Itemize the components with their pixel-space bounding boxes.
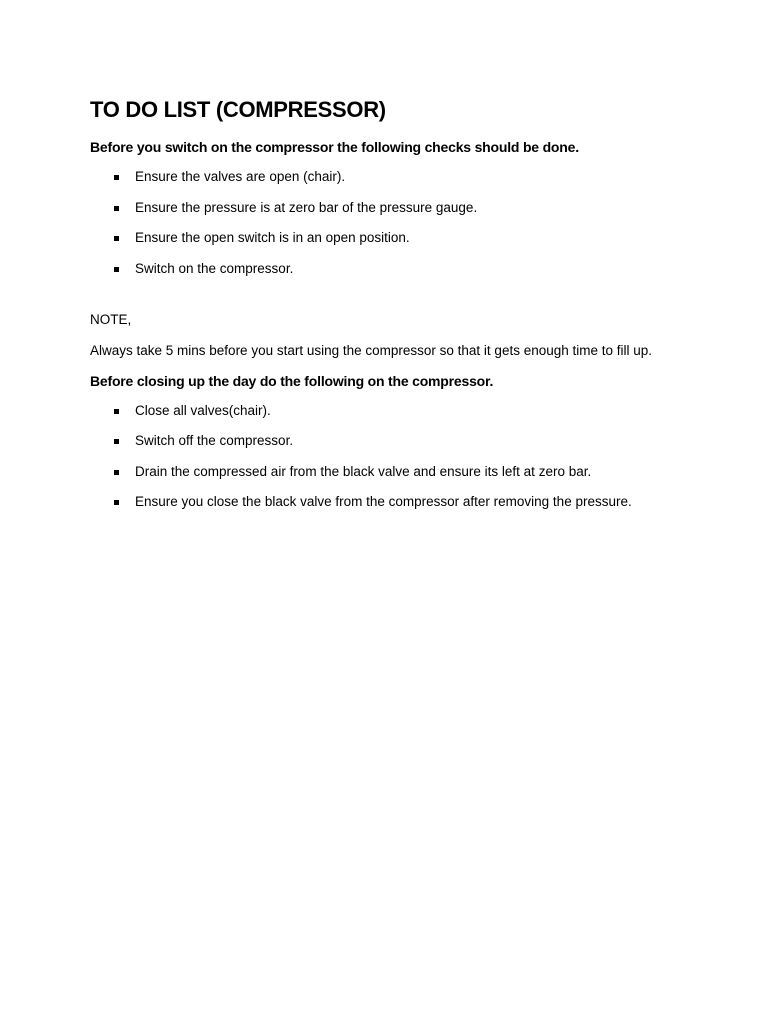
list-item	[90, 166, 710, 188]
square-bullet-icon	[114, 206, 119, 211]
list-item	[90, 258, 710, 280]
closing-checklist	[90, 400, 710, 514]
paragraph-spacer	[90, 288, 710, 309]
list-item	[90, 227, 710, 249]
document-title: TO DO LIST (COMPRESSOR)	[90, 97, 386, 122]
list-item-text: Close all valves(chair).	[135, 402, 271, 418]
square-bullet-icon	[114, 267, 119, 272]
list-item-text: Switch on the compressor.	[135, 260, 294, 276]
list-item-text: Ensure you close the black valve from the compressor after removing the pressure.	[135, 494, 632, 509]
list-item	[90, 430, 710, 452]
square-bullet-icon	[114, 236, 119, 241]
list-item	[90, 461, 710, 483]
section1-heading: Before you switch on the compressor the following checks should be done.	[90, 139, 579, 155]
square-bullet-icon	[114, 470, 119, 475]
list-item	[90, 400, 710, 422]
square-bullet-icon	[114, 409, 119, 414]
list-item	[90, 491, 710, 513]
list-item	[90, 197, 710, 219]
section2-heading: Before closing up the day do the following on the compressor.	[90, 372, 494, 389]
document-body	[90, 96, 710, 522]
square-bullet-icon	[114, 439, 119, 444]
square-bullet-icon	[114, 175, 119, 180]
list-item-text: Ensure the pressure is at zero bar of the pressure gauge.	[135, 199, 478, 215]
note-text: Always take 5 mins before you start using the compressor so that it gets enough time to fill up.	[90, 342, 653, 358]
list-item-text: Ensure the open switch is in an open position.	[135, 230, 410, 245]
pre-start-checklist	[90, 166, 710, 280]
list-item-text: Ensure the valves are open (chair).	[135, 169, 346, 184]
note-label: NOTE,	[90, 312, 132, 327]
list-item-text: Switch off the compressor.	[135, 433, 294, 448]
list-item-text: Drain the compressed air from the black valve and ensure its left at zero bar.	[135, 463, 592, 479]
square-bullet-icon	[114, 500, 119, 505]
